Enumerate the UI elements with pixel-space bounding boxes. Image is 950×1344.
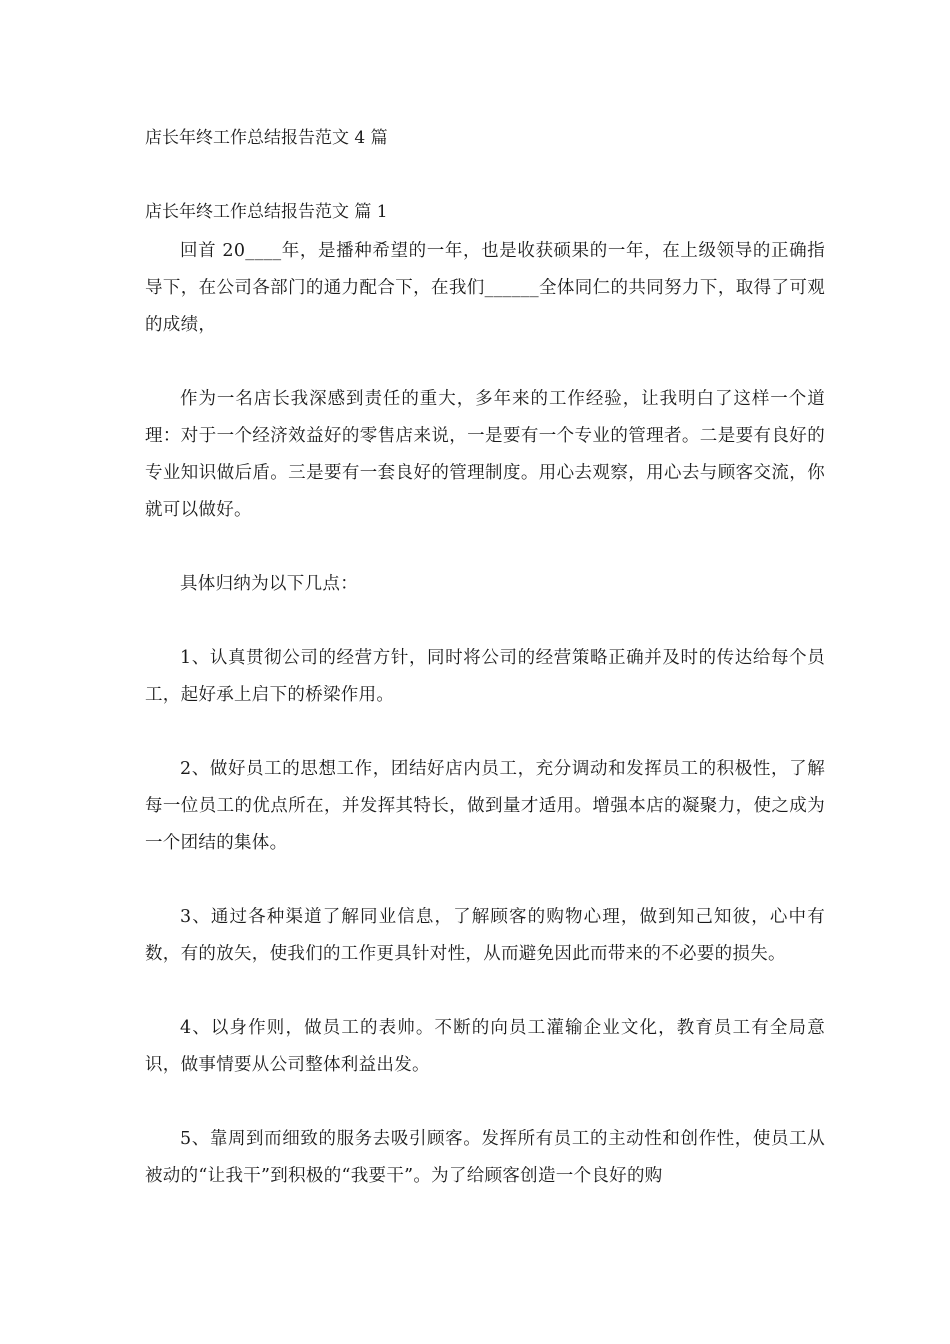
paragraph-point-5: 5、靠周到而细致的服务去吸引顾客。发挥所有员工的主动性和创作性，使员工从被动的“让我干”到积极的“我要干”。为了给顾客创造一个良好的购 — [145, 1129, 825, 1186]
paragraph-spacer — [145, 973, 825, 1010]
paragraph-spacer — [145, 714, 825, 751]
paragraph-experience: 作为一名店长我深感到责任的重大，多年来的工作经验，让我明白了这样一个道理：对于一个经济效益好的零售店来说，一是要有一个专业的管理者。二是要有良好的专业知识做后盾。三是要有一套良好的管理制度。用心去观察，用心去与顾客交流，你就可以做好。 — [145, 389, 825, 520]
paragraph-spacer — [145, 529, 825, 566]
paragraph-point-4: 4、以身作则，做员工的表帅。不断的向员工灌输企业文化，教育员工有全局意识，做事情要从公司整体利益出发。 — [145, 1018, 825, 1075]
paragraph-spacer — [145, 603, 825, 640]
paragraph-point-3: 3、通过各种渠道了解同业信息，了解顾客的购物心理，做到知己知彼，心中有数，有的放矢，使我们的工作更具针对性，从而避免因此而带来的不必要的损失。 — [145, 907, 825, 964]
section-title: 店长年终工作总结报告范文 篇 1 — [145, 202, 388, 222]
document-body — [145, 233, 825, 1195]
paragraph-spacer — [145, 1084, 825, 1121]
paragraph-summary-lead: 具体归纳为以下几点： — [180, 574, 358, 594]
document-title: 店长年终工作总结报告范文 4 篇 — [145, 128, 388, 148]
paragraph-point-1: 1、认真贯彻公司的经营方针，同时将公司的经营策略正确并及时的传达给每个员工，起好承上启下的桥梁作用。 — [145, 648, 825, 705]
paragraph-intro: 回首 20____年，是播种希望的一年，也是收获硕果的一年，在上级领导的正确指导下，在公司各部门的通力配合下，在我们______全体同仁的共同努力下，取得了可观的成绩， — [145, 241, 825, 335]
paragraph-point-2: 2、做好员工的思想工作，团结好店内员工，充分调动和发挥员工的积极性，了解每一位员工的优点所在，并发挥其特长，做到量才适用。增强本店的凝聚力，使之成为一个团结的集体。 — [145, 759, 825, 853]
paragraph-spacer — [145, 862, 825, 899]
paragraph-spacer — [145, 344, 825, 381]
